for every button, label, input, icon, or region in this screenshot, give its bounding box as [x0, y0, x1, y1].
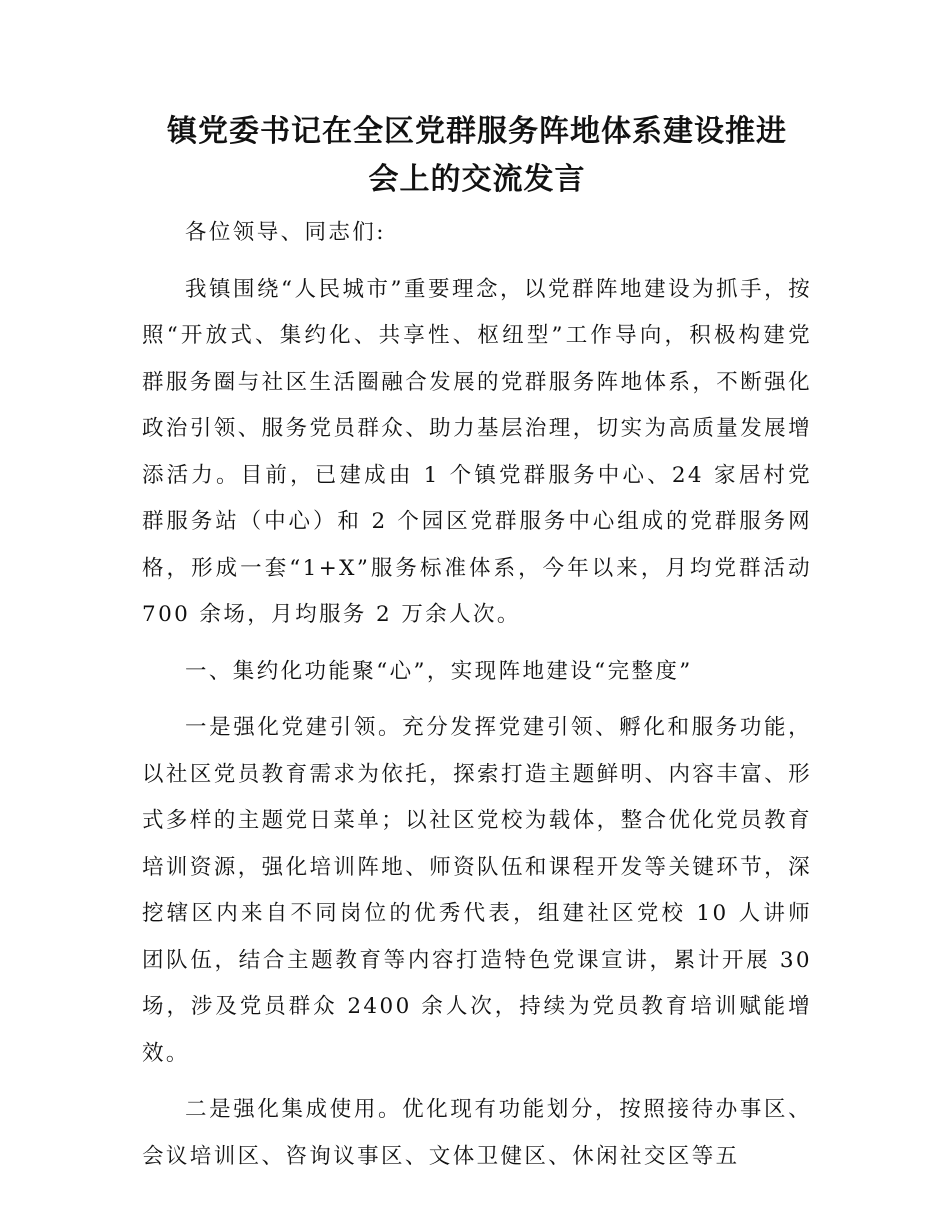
- title-line-2: 会上的交流发言: [368, 162, 586, 197]
- document-title: [142, 108, 812, 204]
- body-paragraph-1: 一是强化党建引领。充分发挥党建引领、孵化和服务功能，以社区党员教育需求为依托，探索打造主题鲜明、内容丰富、形式多样的主题党日菜单；以社区党校为载体，整合优化党员教育培训资源，强化培训阵地、师资队伍和课程开发等关键环节，深挖辖区内来自不同岗位的优秀代表，组建社区党校 10 人讲师团队伍，结合主题教育等内容打造特色党课宣讲，累计开展 30 场，涉及党员群众 2400 余人次，持续为党员教育培训赋能增效。: [142, 715, 812, 1066]
- body-paragraph-2: 二是强化集成使用。优化现有功能划分，按照接待办事区、会议培训区、咨询议事区、文体卫健区、休闲社交区等五: [142, 1097, 812, 1169]
- intro-paragraph: 我镇围绕“人民城市”重要理念，以党群阵地建设为抓手，按照“开放式、集约化、共享性、枢纽型”工作导向，积极构建党群服务圈与社区生活圈融合发展的党群服务阵地体系，不断强化政治引领、服务党员群众、助力基层治理，切实为高质量发展增添活力。目前，已建成由 1 个镇党群服务中心、24 家居村党群服务站（中心）和 2 个园区党群服务中心组成的党群服务网格，形成一套“1+X”服务标准体系，今年以来，月均党群活动 700 余场，月均服务 2 万余人次。: [142, 276, 812, 627]
- salutation: 各位领导、同志们:: [185, 220, 386, 245]
- title-line-1: 镇党委书记在全区党群服务阵地体系建设推进: [167, 114, 787, 149]
- section-heading-1: 一、集约化功能聚“心”，实现阵地建设“完整度”: [185, 658, 693, 684]
